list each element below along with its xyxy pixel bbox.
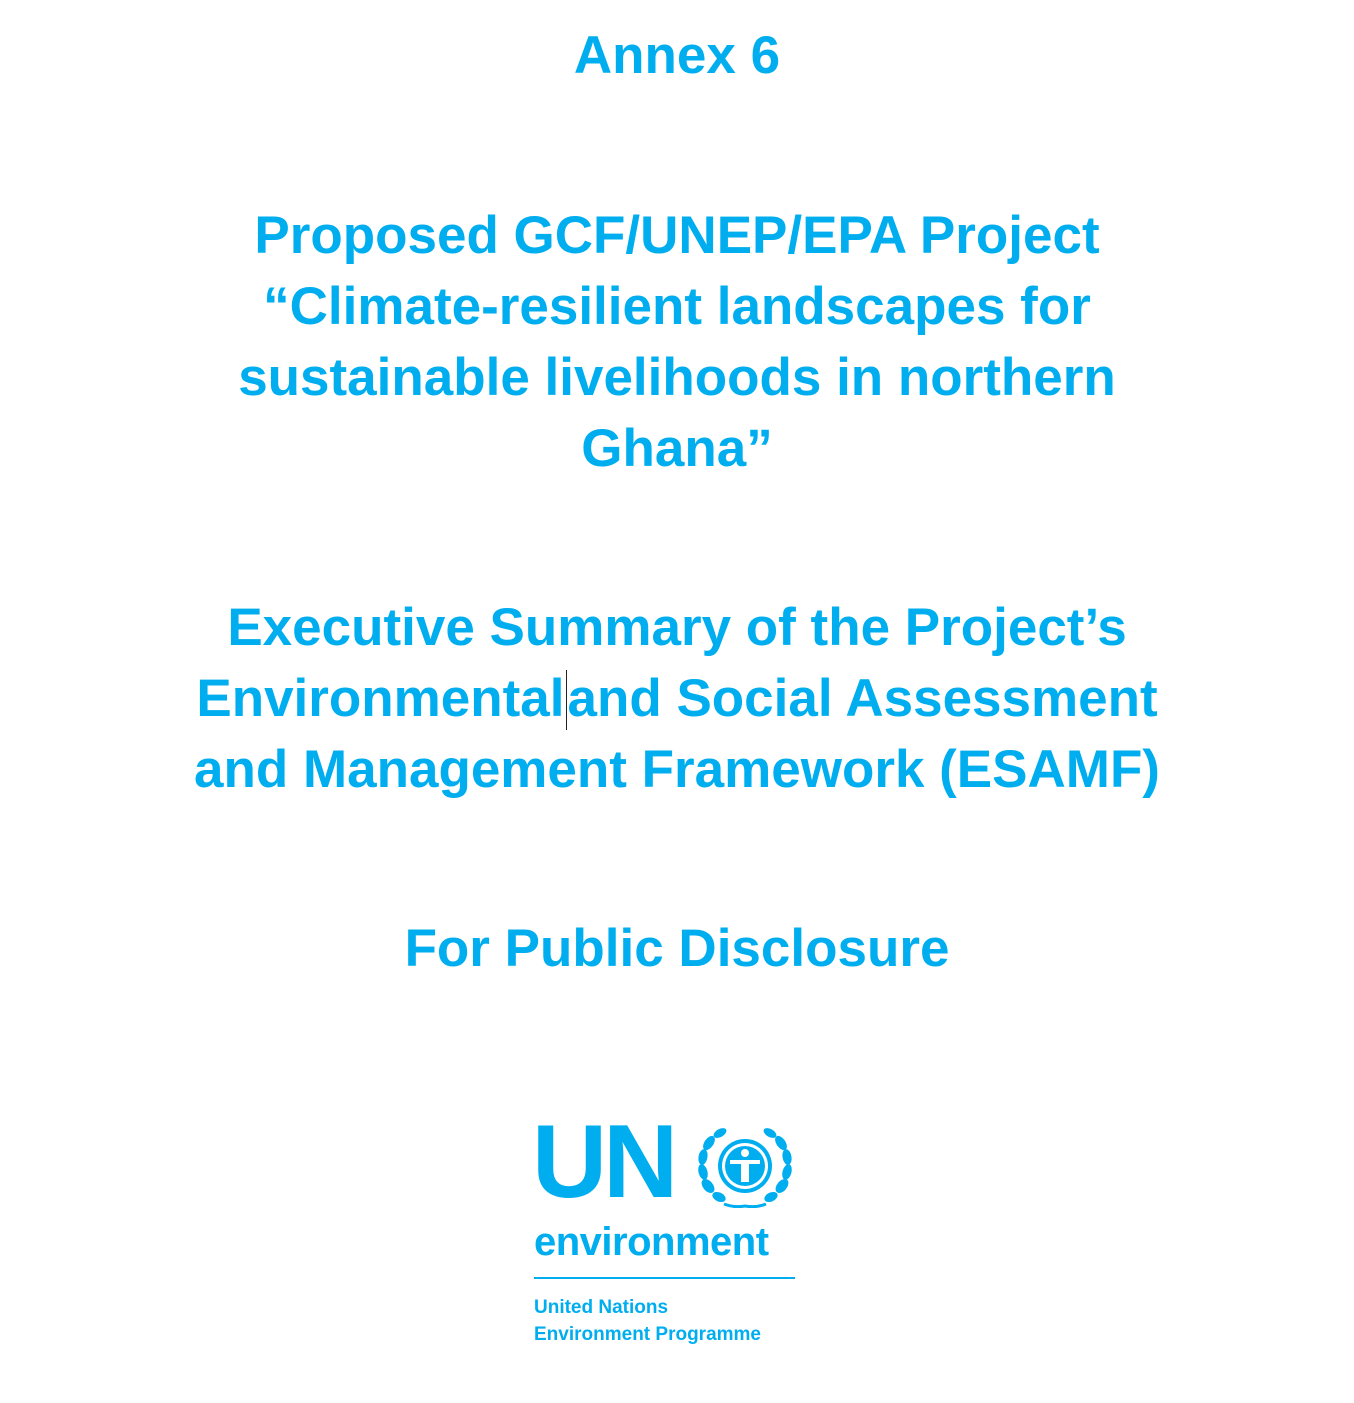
- summary-title-line-2-start: Environmental: [196, 669, 565, 728]
- text-cursor: [566, 670, 567, 730]
- project-title-line-1: Proposed GCF/UNEP/EPA Project: [254, 206, 1100, 265]
- logo-organization-name: [534, 1294, 761, 1348]
- un-environment-logo: [532, 1104, 796, 1352]
- logo-environment-text: environment: [534, 1220, 769, 1264]
- project-title-line-4: Ghana”: [581, 419, 773, 478]
- summary-title-line-2: [0, 663, 1354, 734]
- un-environment-emblem-icon: [694, 1124, 796, 1208]
- logo-org-line-2: Environment Programme: [534, 1324, 761, 1345]
- summary-title-line-3: and Management Framework (ESAMF): [194, 740, 1160, 799]
- disclosure-label: For Public Disclosure: [404, 919, 950, 978]
- logo-divider: [534, 1277, 795, 1279]
- logo-org-line-1: United Nations: [534, 1297, 669, 1318]
- summary-title[interactable]: [0, 592, 1354, 805]
- project-title: [0, 200, 1354, 484]
- summary-title-line-2-end: and Social Assessment: [567, 669, 1158, 728]
- logo-un-text: UN: [532, 1104, 675, 1220]
- annex-title: Annex 6: [573, 26, 781, 85]
- project-title-line-2: “Climate-resilient landscapes for: [263, 277, 1091, 336]
- project-title-line-3: sustainable livelihoods in northern: [238, 348, 1116, 407]
- summary-title-line-1: Executive Summary of the Project’s: [227, 598, 1127, 657]
